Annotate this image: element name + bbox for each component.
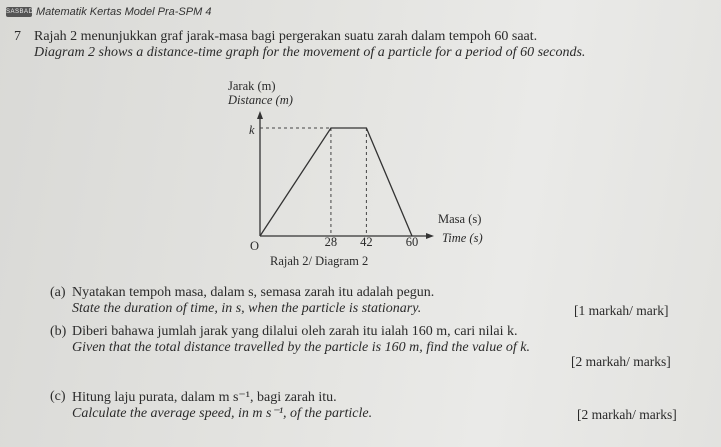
part-a-english: State the duration of time, in s, when the particle is stationary. [72, 301, 422, 316]
part-c-malay: Hitung laju purata, dalam m s⁻¹, bagi zarah itu. [72, 390, 337, 405]
origin-label: O [250, 239, 260, 253]
figure-caption: Rajah 2/ Diagram 2 [270, 254, 369, 268]
part-b-malay: Diberi bahawa jumlah jarak yang dilalui oleh zarah itu ialah 160 m, cari nilai k. [72, 324, 518, 339]
part-b-marks: [2 markah/ marks] [571, 354, 671, 369]
y-tick-k: k [249, 123, 255, 137]
x-axis-label-english: Time (s) [442, 231, 483, 245]
x-tick-28: 28 [324, 235, 338, 249]
part-a-marks: [1 markah/ mark] [574, 303, 669, 318]
part-b-english: Given that the total distance travelled by the particle is 160 m, find the value of k. [72, 340, 531, 355]
distance-time-graph [200, 78, 500, 276]
x-tick-42: 42 [360, 235, 373, 249]
y-axis-arrow [257, 111, 263, 119]
part-a-malay: Nyatakan tempoh masa, dalam s, semasa zarah itu adalah pegun. [72, 285, 435, 300]
part-c-marks: [2 markah/ marks] [577, 407, 677, 422]
publisher-logo: SASBADI [6, 9, 36, 15]
distance-time-line [260, 128, 412, 236]
page-header [6, 6, 211, 18]
y-axis-label-malay: Jarak (m) [228, 79, 276, 93]
x-axis-arrow [426, 233, 434, 239]
x-tick-60: 60 [405, 235, 419, 249]
question-number: 7 [14, 29, 21, 44]
header-title: Matematik Kertas Model Pra-SPM 4 [36, 6, 212, 18]
intro-english: Diagram 2 shows a distance-time graph for the movement of a particle for a period of 60 seconds. [34, 45, 586, 60]
part-c-label: (c) [50, 389, 66, 404]
y-axis-label-english: Distance (m) [228, 93, 293, 107]
part-a-label: (a) [50, 285, 66, 300]
x-axis-label-malay: Masa (s) [438, 212, 482, 226]
part-c-english: Calculate the average speed, in m s⁻¹, of the particle. [72, 406, 373, 421]
intro-malay: Rajah 2 menunjukkan graf jarak-masa bagi pergerakan suatu zarah dalam tempoh 60 saat. [34, 29, 538, 44]
part-b-label: (b) [50, 324, 67, 339]
